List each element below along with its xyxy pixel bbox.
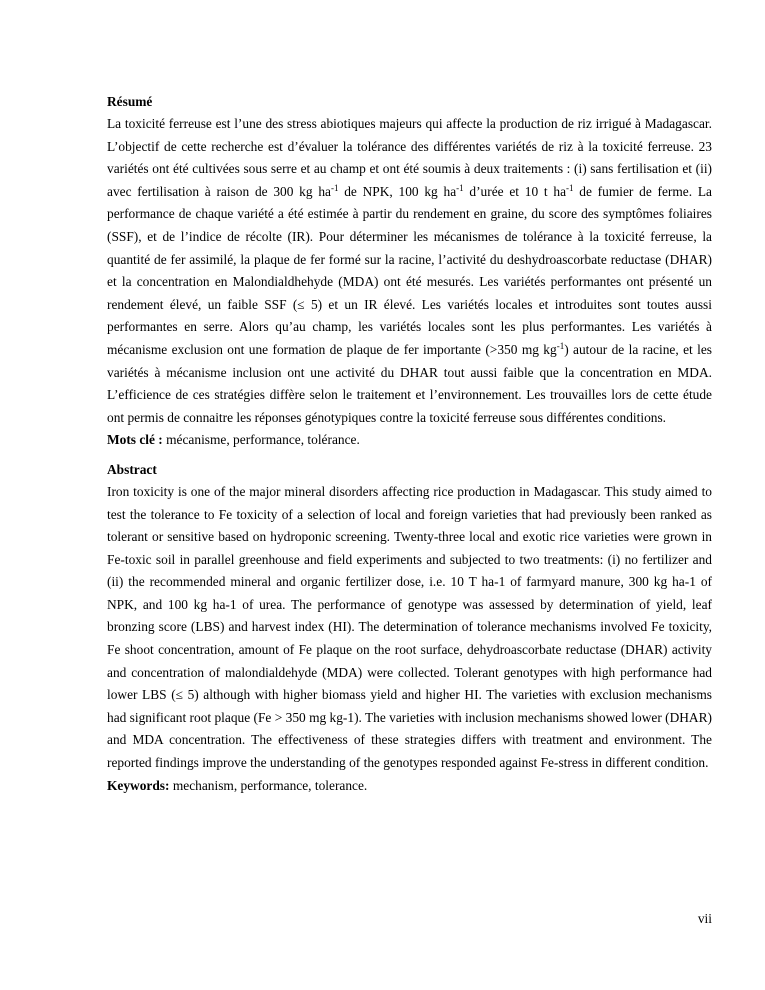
resume-keywords: [107, 429, 712, 452]
abstract-keywords-label: Keywords:: [107, 777, 170, 793]
resume-superscript-1: -1: [330, 182, 339, 193]
resume-keywords-label: Mots clé :: [107, 432, 163, 448]
resume-keywords-value: mécanisme, performance, tolérance.: [162, 432, 360, 448]
resume-text-5: ) autour de la racine, et les variétés à mécanisme inclusion ont une activité du DHAR tout aussi faible que la concentration en MDA. L’efficience de ces stratégies diffère selon le traitement et l’environnement. Les trouvailles lors de cette étude ont permis de connaitre les réponses génotypiques contre la toxicité ferreuse sous différentes conditions.: [107, 341, 712, 425]
resume-superscript-3: -1: [566, 182, 574, 193]
resume-text-2: de NPK, 100 kg ha: [338, 183, 457, 199]
resume-superscript-2: -1: [456, 182, 464, 193]
resume-superscript-4: -1: [556, 340, 565, 351]
abstract-keywords: [107, 775, 712, 798]
abstract-keywords-value: mechanism, performance, tolerance.: [169, 777, 368, 793]
resume-text-4: de fumier de ferme. La performance de chaque variété a été estimée à partir du rendement en graine, du score des symptômes foliaires (SSF), et de l’indice de récolte (IR). Pour déterminer les mécanismes de tolérance à la toxicité ferreuse, la quantité de fer assimilé, la plaque de fer formé sur la racine, l’activité du deshydroascorbate reductase (DHAR) et la concentration en Malondialdhehyde (MDA) ont été mesurés. Les variétés performantes ont présenté un rendement élevé, un faible SSF (≤ 5) et un IR élevé. Les variétés locales et introduites sont toutes aussi performantes en serre. Alors qu’au champ, les variétés locales sont les plus performantes. Les variétés à mécanisme exclusion ont une formation de plaque de fer importante (>350 mg kg: [107, 183, 712, 357]
abstract-heading: Abstract: [107, 461, 157, 477]
document-page: [107, 92, 712, 797]
resume-body: [107, 113, 712, 429]
resume-text-3: d’urée et 10 t ha: [463, 183, 567, 199]
resume-heading: Résumé: [107, 94, 153, 109]
resume-text-1: La toxicité ferreuse est l’une des stress abiotiques majeurs qui affecte la production de riz irrigué à Madagascar. L’objectif de cette recherche est d’évaluer la tolérance des différentes variétés de riz à la toxicité ferreuse. 23 variétés ont été cultivées sous serre et au champ et ont été soumis à deux traitements : (i) sans fertilisation et (ii) avec fertilisation à raison de 300 kg ha: [107, 116, 712, 199]
page-number: vii: [697, 911, 712, 926]
abstract-body: Iron toxicity is one of the major mineral disorders affecting rice production in Madagascar. This study aimed to test the tolerance to Fe toxicity of a selection of local and foreign varieties that had previously been ranked as tolerant or sensitive based on hydroponic screening. Twenty-three local and exotic rice varieties were grown in Fe-toxic soil in parallel greenhouse and field experiments and subjected to two treatments: (i) no fertilizer and (ii) the recommended mineral and organic fertilizer dose, i.e. 10 T ha-1 of farmyard manure, 300 kg ha-1 of NPK, and 100 kg ha-1 of urea. The performance of genotype was assessed by determination of yield, leaf bronzing score (LBS) and harvest index (HI). The determination of tolerance mechanisms involved Fe toxicity, Fe shoot concentration, amount of Fe plaque on the root surface, dehydroascorbate reductase (DHAR) activity and concentration of malondialdehyde (MDA) were collected. Tolerant genotypes with high performance had lower LBS (≤ 5) although with higher biomass yield and higher HI. The varieties with exclusion mechanisms had significant root plaque (Fe > 350 mg kg-1). The varieties with inclusion mechanisms showed lower (DHAR) and MDA concentration. The effectiveness of these strategies differs with treatment and environment. The reported findings improve the understanding of the genotypes responded against Fe-stress in different condition.: [107, 483, 712, 771]
